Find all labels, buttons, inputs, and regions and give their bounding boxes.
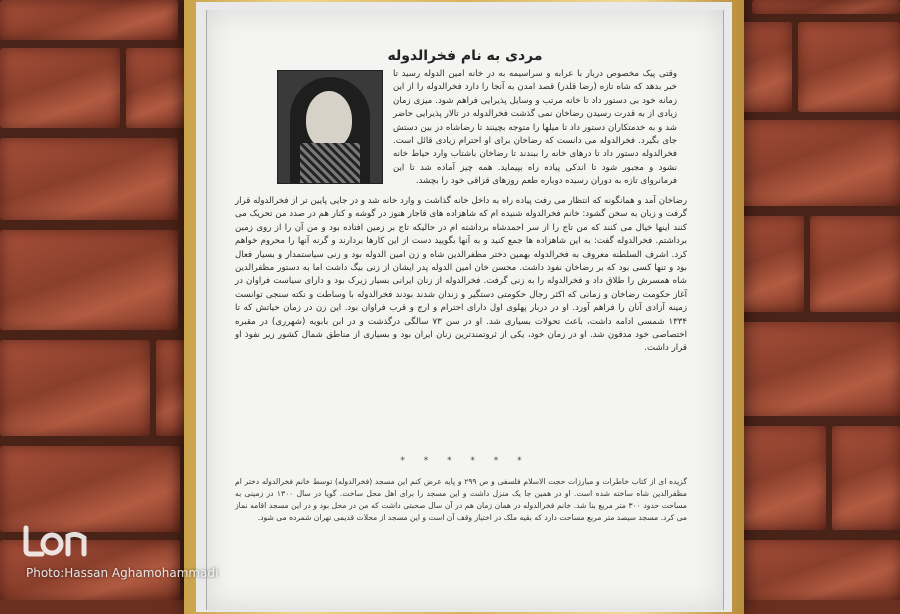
logo-icon [20,520,92,560]
brick [740,540,900,600]
brick [0,138,178,220]
document-title: مردی به نام فخرالدوله [387,48,543,64]
brick [0,230,178,330]
paragraph-main: رضاخان آمد و همانگونه که انتظار می رفت پیاده راه به داخل خانه گذاشت و وارد خانه شد و در جایی پایین تر از فخرالدوله قرار گرفت و زبان به سخن گشود: خانم فخرالدوله شنیده ام که شاهزاده های قاجار هنوز در گوشه و کنار هم در صدد من تحریک می کنند اینها خیال می کنند که من تاج را از سر احمدشاه برداشته ام در حالیکه تاج بر زمین افتاده بود و من آن را از روی زمین برداشتم. فخرالدوله گفت: به این شاهزاده ها جمع کنید و به آنها بگویید دست از این کارها بردارند و گرنه آنها را محروم خواهم کرد. اشرف السلطنه معروف به فخرالدوله بهمین دختر مظفرالدین شاه و زن امین الدوله بود و زنی سیاستمدار و بسیار فعال بود و تنها کسی بود که بر رضاخان نفوذ داشت. محسن خان امین الدوله پدر ایشان از زنی بیگ داشت اما به دستور مظفرالدین شاه همسرش را طلاق داد و فخرالدوله را به زنی گرفت. فخرالدوله از زنان ایرانی بسیار زیرک بود و دارای سیاست فراوان در آغاز حکومت رضاخان و زمانی که اکثر رجال حکومتی دستگیر و زندان شدند بودند فخرالدوله با وساطت و نکته سنجی توانست زمینه آزادی آنان را فراهم آورد. او در دربار پهلوی اول دارای احترام و ارج و قرب فراوان بود. این زن در زمان حیاتش که تا ۱۳۳۴ شمسی ادامه داشت، باعث تحولات بسیاری شد. او در سن ۷۳ سالگی درگذشت و در ابن بابویه (شهرری) در مقبره اختصاصی خود مدفون شد. او در زمان خود، یکی از ثروتمندترین زنان ایران بود و بسیاری از مناطق شمال کشور زیر نفوذ او قرار داشت. [235,196,687,354]
brick [156,340,186,436]
face [306,91,352,149]
brick [0,340,150,436]
brick [0,48,120,128]
paragraph-intro: وقتی پیک مخصوص دربار با عرابه و سراسیمه به در خانه امین الدوله رسید تا خبر بدهد که شاه تازه (رضا قلدر) قصد امدن به آنجا را دارد فخرالدوله را از این زمانه خود بی دستور داد تا خانه مرتب و وسایل پذیرایی فراهم شود. میزی زمان زیادی از به قدرت رسیدن رضاخان نمی گذشت فخرالدوله در تالار پذیرایی حاضر شد و به خدمتکاران دستور داد تا میلها را متوجه بچینند تا رضاشاه در بین دستش جای بگیرد. فخرالدوله می دانست که رضاخان برای او احترام زیادی قائل است. فخرالدوله دستور داد تا درهای خانه را ببندند تا رضاخان باشتاب وارد حیاط خانه نشود و مجبور شود تا اندکی پیاده راه بپیماید. همه چیز آماده شد تا این فرمانروای تازه به دوران رسیده دوباره طعم روزهای قزاقی خود را بچشد. [393,69,677,187]
section-divider: * * * * * * [400,456,530,466]
brick [126,48,186,128]
footnote-text: گزیده ای از کتاب خاطرات و مبارزات حجت الاسلام فلسفی و ص ۲۹۹ و پایه عرض کنم این مسجد (فخرالدوله) توسط خانم فخرالدوله دختر ام مظفرالدین شاه ساخته شده است. او در همین جا یک منزل داشت و این مسجد را برای اهل محل ساخت. گویا در سال ۱۳۰۰ در زمینی به مساحت حدود ۳۰۰ متر مربع بنا شد. خانم فخرالدوله در همان زمان هم در آن سال صحبتی داشت که من در محل بود و در این مسجد اقامه نماز می کرد. مسجد سیصد متر مربع مساحت دارد که بقیه ملک در اختیار وقف آن است و این مسجد از محلات قدیمی تهران شمرده می شود. [235,477,687,522]
brick [810,216,900,312]
iqna-logo [20,520,92,564]
portrait-photo [277,70,383,184]
brick [832,426,900,530]
brick [798,22,900,112]
photo-credit: Photo:Hassan Aghamohammadi [26,566,219,580]
patterned-scarf [300,143,360,183]
brick [0,0,178,40]
document-sheet [206,10,724,610]
brick [730,322,900,416]
brick [736,426,826,530]
brick [752,0,900,14]
